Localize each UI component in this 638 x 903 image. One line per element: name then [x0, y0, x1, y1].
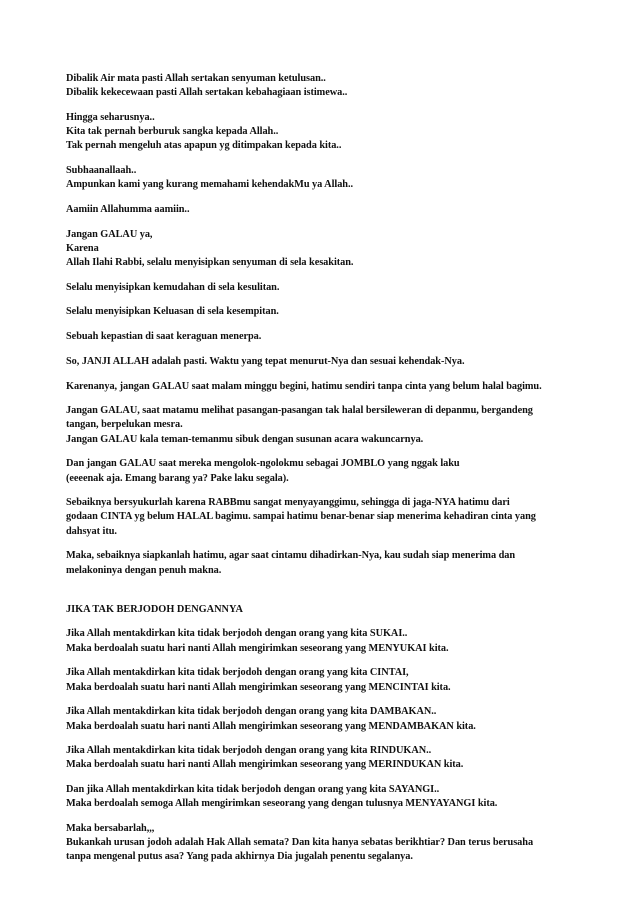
paragraph: [66, 404, 586, 447]
text-line: Kita tak pernah berburuk sangka kepada Allah..: [66, 126, 279, 138]
paragraph: [66, 783, 586, 811]
paragraph: [66, 281, 586, 295]
text-line: Dibalik Air mata pasti Allah sertakan senyuman ketulusan..: [66, 73, 326, 84]
text-line: Jika Allah mentakdirkan kita tidak berjodoh dengan orang yang kita SUKAI..: [66, 628, 408, 640]
text-line: Jangan GALAU kala teman-temanmu sibuk dengan susunan acara wakuncarnya.: [66, 433, 424, 445]
text-line: Maka berdoalah semoga Allah mengirimkan seseorang yang dengan tulusnya MENYAYANGI kita.: [66, 798, 498, 810]
paragraph: [66, 744, 586, 772]
text-line: Maka berdoalah suatu hari nanti Allah mengirimkan seseorang yang MENYUKAI kita.: [66, 642, 449, 654]
paragraph: [66, 627, 586, 655]
text-line: Bukankah urusan jodoh adalah Hak Allah semata? Dan kita hanya sebatas berikhtiar? Dan terus berusaha: [66, 837, 534, 849]
text-line: Jangan GALAU ya,: [66, 228, 153, 240]
outro-section: [66, 627, 586, 864]
paragraph: [66, 330, 586, 344]
text-line: godaan CINTA yg belum HALAL bagimu. sampai hatimu benar-benar siap menerima kehadiran cinta yang: [66, 511, 536, 523]
text-line: So, JANJI ALLAH adalah pasti. Waktu yang tepat menurut-Nya dan sesuai kehendak-Nya.: [66, 355, 465, 367]
text-line: tanpa mengenal putus asa? Yang pada akhirnya Dia jugalah penentu segalanya.: [66, 851, 413, 863]
text-line: Selalu menyisipkan kemudahan di sela kesulitan.: [66, 281, 280, 293]
paragraph: [66, 705, 586, 733]
text-line: Dan jangan GALAU saat mereka mengolok-ngolokmu sebagai JOMBLO yang nggak laku: [66, 458, 460, 470]
paragraph: [66, 496, 586, 539]
text-line: (eeeenak aja. Emang barang ya? Pake laku segala).: [66, 472, 289, 484]
text-line: Tak pernah mengeluh atas apapun yg ditimpakan kepada kita..: [66, 140, 342, 152]
section-heading: JIKA TAK BERJODOH DENGANNYA: [66, 603, 243, 615]
paragraph: [66, 305, 586, 319]
text-line: dahsyat itu.: [66, 525, 117, 537]
document-page: [66, 72, 586, 875]
text-line: Maka berdoalah suatu hari nanti Allah mengirimkan seseorang yang MERINDUKAN kita.: [66, 759, 464, 771]
text-line: Hingga seharusnya..: [66, 111, 155, 123]
text-line: Sebuah kepastian di saat keraguan menerpa.: [66, 331, 262, 343]
text-line: Selalu menyisipkan Keluasan di sela kesempitan.: [66, 306, 279, 318]
paragraph: [66, 457, 586, 485]
text-line: Maka berdoalah suatu hari nanti Allah mengirimkan seseorang yang MENDAMBAKAN kita.: [66, 720, 476, 732]
paragraph: [66, 822, 586, 865]
text-line: melakoninya dengan penuh makna.: [66, 564, 222, 576]
text-line: Dan jika Allah mentakdirkan kita tidak berjodoh dengan orang yang kita SAYANGI..: [66, 784, 440, 796]
paragraph: [66, 355, 586, 369]
text-line: Karenanya, jangan GALAU saat malam minggu begini, hatimu sendiri tanpa cinta yang belum halal bagimu.: [66, 380, 542, 392]
text-line: Maka berdoalah suatu hari nanti Allah mengirimkan seseorang yang MENCINTAI kita.: [66, 681, 451, 693]
paragraph: [66, 164, 586, 192]
text-line: Jika Allah mentakdirkan kita tidak berjodoh dengan orang yang kita DAMBAKAN..: [66, 706, 437, 718]
text-line: Aamiin Allahumma aamiin..: [66, 203, 190, 215]
text-line: Jangan GALAU, saat matamu melihat pasangan-pasangan tak halal bersileweran di depanmu, bergandeng: [66, 405, 533, 417]
intro-section: [66, 72, 586, 578]
text-line: Allah Ilahi Rabbi, selalu menyisipkan senyuman di sela kesakitan.: [66, 257, 354, 269]
paragraph: [66, 549, 586, 577]
text-line: tangan, berpelukan mesra.: [66, 419, 183, 431]
text-line: Ampunkan kami yang kurang memahami kehendakMu ya Allah..: [66, 179, 354, 191]
paragraph: [66, 72, 586, 100]
text-line: Dibalik kekecewaan pasti Allah sertakan kebahagiaan istimewa..: [66, 87, 348, 99]
paragraph: [66, 228, 586, 271]
text-line: Maka bersabarlah,,,: [66, 823, 155, 835]
paragraph: [66, 111, 586, 154]
text-line: Sebaiknya bersyukurlah karena RABBmu sangat menyayanggimu, sehingga di jaga-NYA hatimu dari: [66, 497, 510, 509]
text-line: Karena: [66, 242, 99, 254]
paragraph: [66, 666, 586, 694]
text-line: Jika Allah mentakdirkan kita tidak berjodoh dengan orang yang kita CINTAI,: [66, 667, 409, 679]
text-line: Jika Allah mentakdirkan kita tidak berjodoh dengan orang yang kita RINDUKAN..: [66, 745, 432, 757]
text-line: Subhaanallaah..: [66, 165, 137, 177]
paragraph: [66, 203, 586, 217]
text-line: Maka, sebaiknya siapkanlah hatimu, agar saat cintamu dihadirkan-Nya, kau sudah siap menerima dan: [66, 550, 516, 562]
paragraph: [66, 380, 586, 394]
